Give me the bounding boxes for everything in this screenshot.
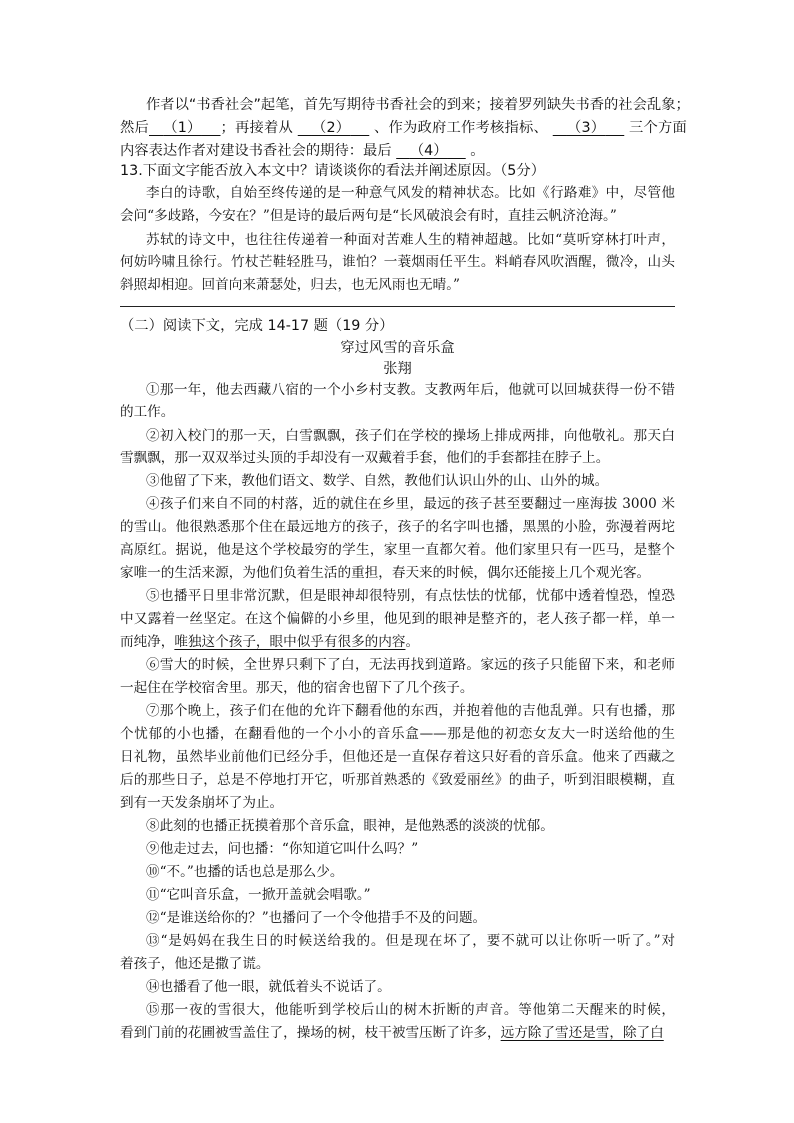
blank-3: （3）	[566, 120, 606, 136]
blank-1: （1）	[163, 120, 202, 136]
story-paragraph-4: 的雪山。他很熟悉那个住在最远地方的孩子，孩子的名字叫也播，黑黑的小脸，弥漫着两坨	[120, 519, 675, 535]
story-paragraph-5: ⑤也播平日里非常沉默，但是眼神却很特别，有点怯怯的忧郁，忧郁中透着惶恐，惶恐	[146, 588, 675, 604]
story-paragraph-6: 一起住在学校宿舍里。那天，他的宿舍也留下了几个孩子。	[120, 680, 474, 696]
section-2-heading: （二）阅读下文，完成 14-17 题（19 分）	[120, 318, 394, 334]
blank-4: （4）	[409, 143, 448, 159]
story-paragraph-8: ⑧此刻的也播正抚摸着那个音乐盒，眼神，是他熟悉的淡淡的忧郁。	[146, 818, 554, 834]
summary-text: 、作为政府工作考核指标、	[374, 120, 548, 136]
story-paragraph-7: 日礼物，虽然毕业前他们已经分手，但他还是一直保存着这只好看的音乐盒。他来了西藏之	[120, 749, 675, 765]
story-paragraph-4: 家唯一的生活来源，为他们负着生活的重担，春天来的时候，偶尔还能接上几个观光客。	[120, 565, 651, 581]
story-paragraph-4: 高原红。据说，他是这个学校最穷的学生，家里一直都欠着。他们家里只有一匹马，是整个	[120, 542, 675, 558]
story-paragraph-7: 后的那些日子，总是不停地打开它，听那首熟悉的《致爱丽丝》的曲子，听到泪眼模糊，直	[120, 772, 675, 788]
story-author: 张翔	[383, 361, 412, 377]
story-paragraph-13: ⑬“是妈妈在我生日的时候送给我的。但是现在坏了，要不就可以让你听一听了。”对	[146, 933, 675, 949]
story-paragraph-10: ⑩“不。”也播的话也总是那么少。	[146, 864, 344, 880]
story-paragraph-9: ⑨他走过去，问也播：“你知道它叫什么吗？”	[146, 841, 419, 857]
q13-text: 李白的诗歌，自始至终传递的是一种意气风发的精神状态。比如《行路难》中，尽管他	[146, 185, 675, 201]
story-paragraph-2: 雪飘飘，那一双双举过头顶的手却没有一双戴着手套，他们的手套都挂在脖子上。	[120, 450, 610, 466]
summary-text: ；再接着从	[220, 120, 293, 136]
summary-line-3: 内容表达作者对建设书香社会的期待：最后 （4） 。	[120, 143, 485, 159]
story-paragraph-1: ①那一年，他去西藏八宿的一个小乡村支教。支教两年后，他就可以回城获得一份不错	[146, 382, 675, 398]
story-paragraph-15: ⑮那一夜的雪很大，他能听到学校后山的树木折断的声音。等他第二天醒来的时候，	[146, 1002, 675, 1018]
story-paragraph-13: 着孩子，他还是撒了谎。	[120, 956, 270, 972]
summary-text: 作者以“书香社会”起笔，首先写期待书香社会的到来；接着罗列缺失书香的社会乱象；	[146, 97, 690, 113]
story-paragraph-7: 个忧郁的小也播，在翻看他的一个小小的音乐盒——那是他的初恋女友大一时送给他的生	[120, 726, 675, 742]
summary-text: 内容表达作者对建设书香社会的期待：最后	[120, 143, 392, 159]
story-paragraph-7: ⑦那个晚上，孩子们在他的允许下翻看他的东西，并抱着他的吉他乱弹。只有也播，那	[146, 703, 675, 719]
story-paragraph-11: ⑪“它叫音乐盒，一掀开盖就会唱歌。”	[146, 887, 371, 903]
story-paragraph-15: 看到门前的花圃被雪盖住了，操场的树，枝干被雪压断了许多，远方除了雪还是雪，除了白	[120, 1025, 664, 1041]
story-paragraph-6: ⑥雪大的时候，全世界只剩下了白，无法再找到道路。家远的孩子只能留下来，和老师	[146, 657, 675, 673]
q13-text: 会问“多歧路，今安在？”但是诗的最后两句是“长风破浪会有时，直挂云帆济沧海。”	[120, 208, 617, 224]
story-paragraph-2: ②初入校门的那一天，白雪飘飘，孩子们在学校的操场上排成两排，向他敬礼。那天白	[146, 428, 675, 444]
story-paragraph-14: ⑭也播看了他一眼，就低着头不说话了。	[146, 979, 391, 995]
q13-text: 斜照却相迎。回首向来萧瑟处，归去，也无风雨也无晴。”	[120, 277, 460, 293]
story-title: 穿过风雪的音乐盒	[340, 340, 455, 356]
q13-text: 苏轼的诗文中，也往往传递着一种面对苦难人生的精神超越。比如“莫听穿林打叶声，	[146, 232, 675, 248]
summary-line-2	[120, 118, 687, 138]
summary-line-1	[146, 95, 690, 115]
story-paragraph-12: ⑫“是谁送给你的？”也播问了一个令他措手不及的问题。	[146, 910, 487, 926]
story-paragraph-1: 的工作。	[120, 404, 175, 420]
underlined-sentence: 唯独这个孩子，眼中似乎有很多的内容	[174, 634, 406, 650]
story-paragraph-5: 中又露着一丝坚定。在这个偏僻的小乡里，他见到的眼神是整齐的，老人孩子都一样，单一	[120, 611, 675, 627]
summary-text: 然后	[120, 120, 149, 136]
question-13-title: 13.下面文字能否放入本文中？请谈谈你的看法并阐述原因。（5分）	[120, 163, 545, 179]
section-divider	[120, 306, 675, 307]
story-paragraph-3: ③他留了下来，教他们语文、数学、自然，教他们认识山外的山、山外的城。	[146, 473, 609, 489]
summary-text: 三个方面	[629, 120, 687, 136]
story-paragraph-4: ④孩子们来自不同的村落，近的就住在乡里，最远的孩子甚至要翻过一座海拔 3000 米	[146, 496, 675, 512]
q13-text: 何妨吟啸且徐行。竹杖芒鞋轻胜马，谁怕？一蓑烟雨任平生。料峭春风吹酒醒，微冷，山头	[120, 254, 675, 270]
story-paragraph-5: 而纯净，唯独这个孩子，眼中似乎有很多的内容。	[120, 634, 420, 650]
underlined-sentence: 远方除了雪还是雪，除了白	[500, 1025, 664, 1041]
story-paragraph-7: 到有一天发条崩坏了为止。	[120, 795, 284, 811]
blank-2: （2）	[311, 120, 351, 136]
